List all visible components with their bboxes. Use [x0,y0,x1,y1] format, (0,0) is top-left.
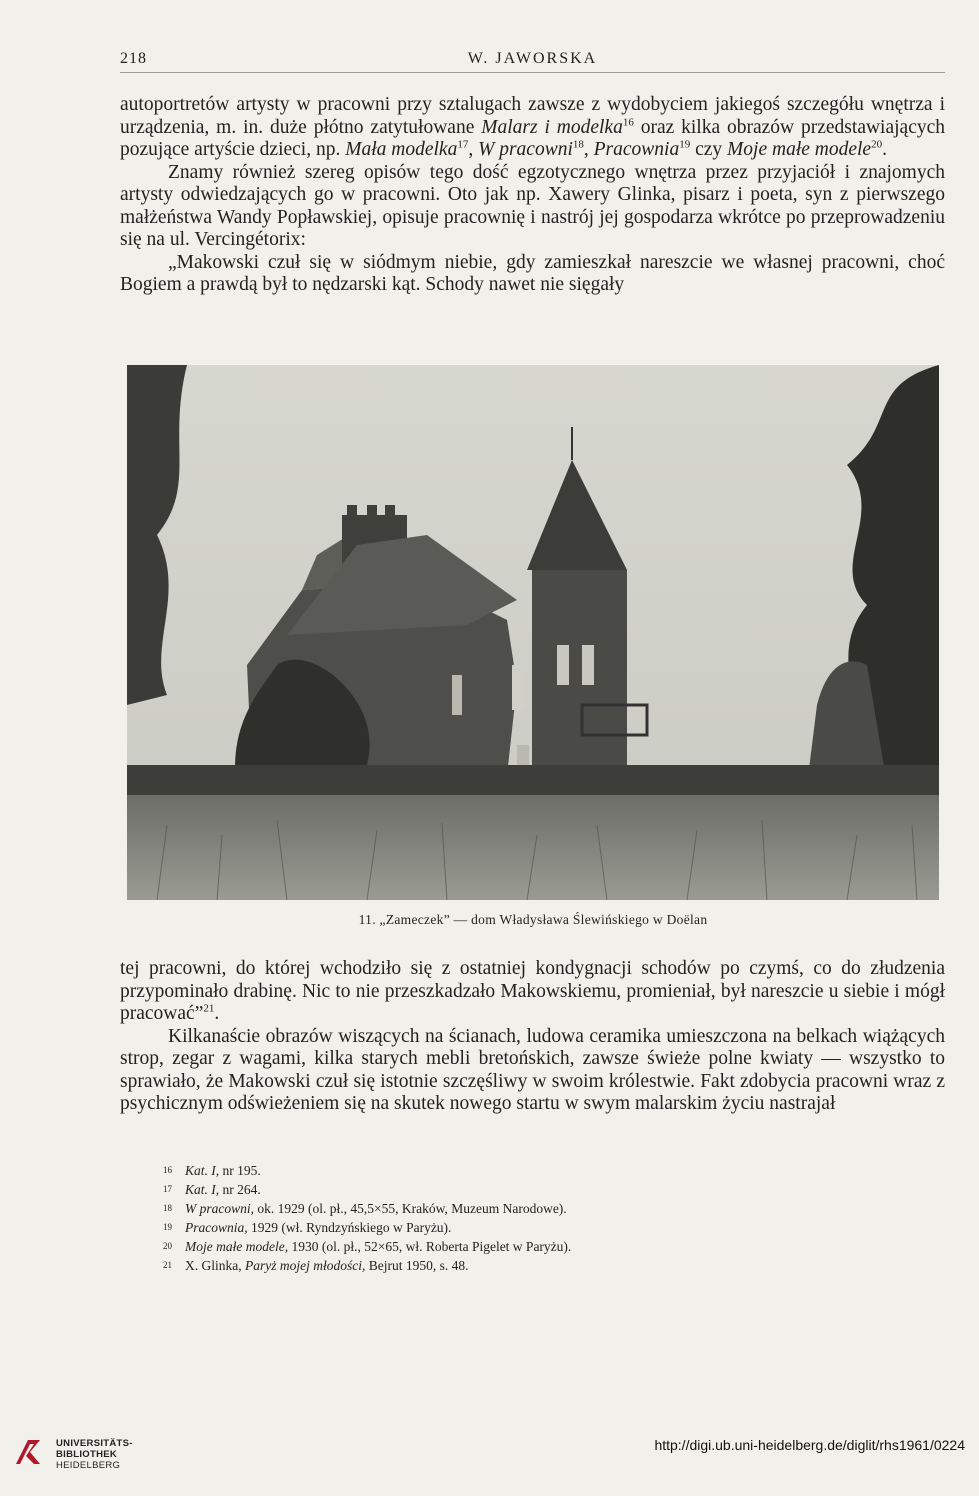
text-run: . [214,1003,220,1024]
footnote-title: W pracowni, [185,1201,254,1216]
paragraph-4 [120,958,945,1026]
footnote-title: Moje małe modele, [185,1239,289,1254]
footnote-18 [163,1199,863,1218]
paragraph-3-quote: „Makowski czuł się w siódmym niebie, gdy zamieszkał nareszcie we własnej pracowni, choć Bogiem a prawdą był to nędzarski kąt. Schody nawet nie sięgały [120,251,945,295]
text-run: oraz kilka obrazów przedstawiających pozujące artyście dzieci, np. [120,116,946,160]
footnotes [163,1161,863,1275]
footnote-20 [163,1237,863,1256]
footnote-title: Paryż mojej młodości, [245,1258,366,1273]
paragraph-1 [120,94,945,162]
footnote-title: Kat. I, [185,1182,220,1197]
library-logo[interactable] [12,1432,172,1482]
text-run: , [468,139,479,160]
footnote-number: 21 [163,1260,172,1270]
footnote-title: Pracownia, [185,1220,248,1235]
footnote-number: 19 [163,1222,172,1232]
running-head [120,50,945,73]
body-text-bottom [120,958,945,1116]
source-url-link[interactable]: http://digi.ub.uni-heidelberg.de/diglit/rhs1961/0224 [654,1437,965,1453]
library-emblem-icon [12,1434,48,1470]
text-run: . [882,139,887,160]
footnote-ref[interactable]: 17 [457,138,469,151]
running-head-author: W. JAWORSKA [467,50,598,67]
figure-photo [127,365,939,900]
footnote-ref[interactable]: 20 [871,138,883,151]
house-photo-illustration [127,365,939,900]
paragraph-2: Znamy również szereg opisów tego dość egzotycznego wnętrza przez przyjaciół i znajomych artysty odwiedzających go w pracowni. Oto jak np. Xawery Glinka, pisarz i poeta, syn z pierwszego małżeństwa Wandy Popławskiej, opisuje pracownię i nastrój jej gospodarza wkrótce po przeprowadzeniu się na ul. Vercingétorix: [120,161,945,250]
artwork-title: Pracownia [593,139,680,160]
footnote-number: 16 [163,1165,172,1175]
library-name-line2: BIBLIOTHEK [56,1449,118,1460]
footnote-ref[interactable]: 16 [622,116,634,128]
footnote-17 [163,1180,863,1199]
footnote-text: Bejrut 1950, s. 48. [365,1258,469,1273]
footnote-16 [163,1161,863,1180]
footnote-text: nr 264. [219,1182,261,1197]
footnote-21 [163,1256,863,1275]
library-name-line3: HEIDELBERG [56,1460,121,1471]
footnote-number: 18 [163,1203,172,1213]
footnote-text: 1929 (wł. Ryndzyńskiego w Paryżu). [247,1220,452,1235]
page-number: 218 [120,50,147,67]
footnote-text: ok. 1929 (ol. pł., 45,5×55, Kraków, Muzeum Narodowe). [254,1201,567,1216]
footnote-text: nr 195. [219,1163,261,1178]
text-run: tej pracowni, do której wchodziło się z ostatniej kondygnacji schodów po czymś, co do złudzenia przypominało drabinę. Nic to nie przeszkadzało Makowskiemu, promieniał, był nareszcie u siebie i mógł pracować” [120,958,945,1024]
footnote-title: Kat. I, [185,1163,220,1178]
footnote-ref[interactable]: 19 [679,138,691,151]
footnote-author: X. Glinka, [185,1258,245,1273]
artwork-title: Mała modelka [345,139,458,160]
body-text-top [120,94,945,297]
artwork-title: Malarz i modelka [481,116,623,138]
footnote-text: 1930 (ol. pł., 52×65, wł. Roberta Pigelet w Paryżu). [288,1239,572,1254]
artwork-title: W pracowni [478,139,573,160]
paragraph-5: Kilkanaście obrazów wiszących na ścianach, ludowa ceramika umieszczona na belkach wiążących strop, zegar z wagami, kilka starych mebli bretońskich, zawsze świeże polne kwiaty — wszystko to sprawiało, że Makowski czuł się istotnie szczęśliwy w swoim królestwie. Fakt zdobycia pracowni wraz z psychicznym odświeżeniem się na skutek nowego startu w swym malarskim życiu nastrajał [120,1025,945,1114]
figure-caption: 11. „Zameczek” — dom Władysława Ślewińskiego w Doëlan [358,912,708,927]
footnote-19 [163,1218,863,1237]
footnote-ref[interactable]: 21 [203,1002,215,1015]
library-name-line1: UNIVERSITÄTS- [56,1438,133,1449]
text-run: , [583,139,594,160]
footnote-ref[interactable]: 18 [572,138,584,151]
artwork-title: Moje małe modele [727,139,872,160]
footnote-number: 20 [163,1241,172,1251]
footnote-number: 17 [163,1184,172,1194]
text-run: czy [690,139,728,160]
text-run: autoportretów artysty w pracowni przy sztalugach zawsze z wydobyciem jakiegoś szczegółu wnętrza i urządzenia, m. in. duże płótno zatytułowane [120,94,945,138]
